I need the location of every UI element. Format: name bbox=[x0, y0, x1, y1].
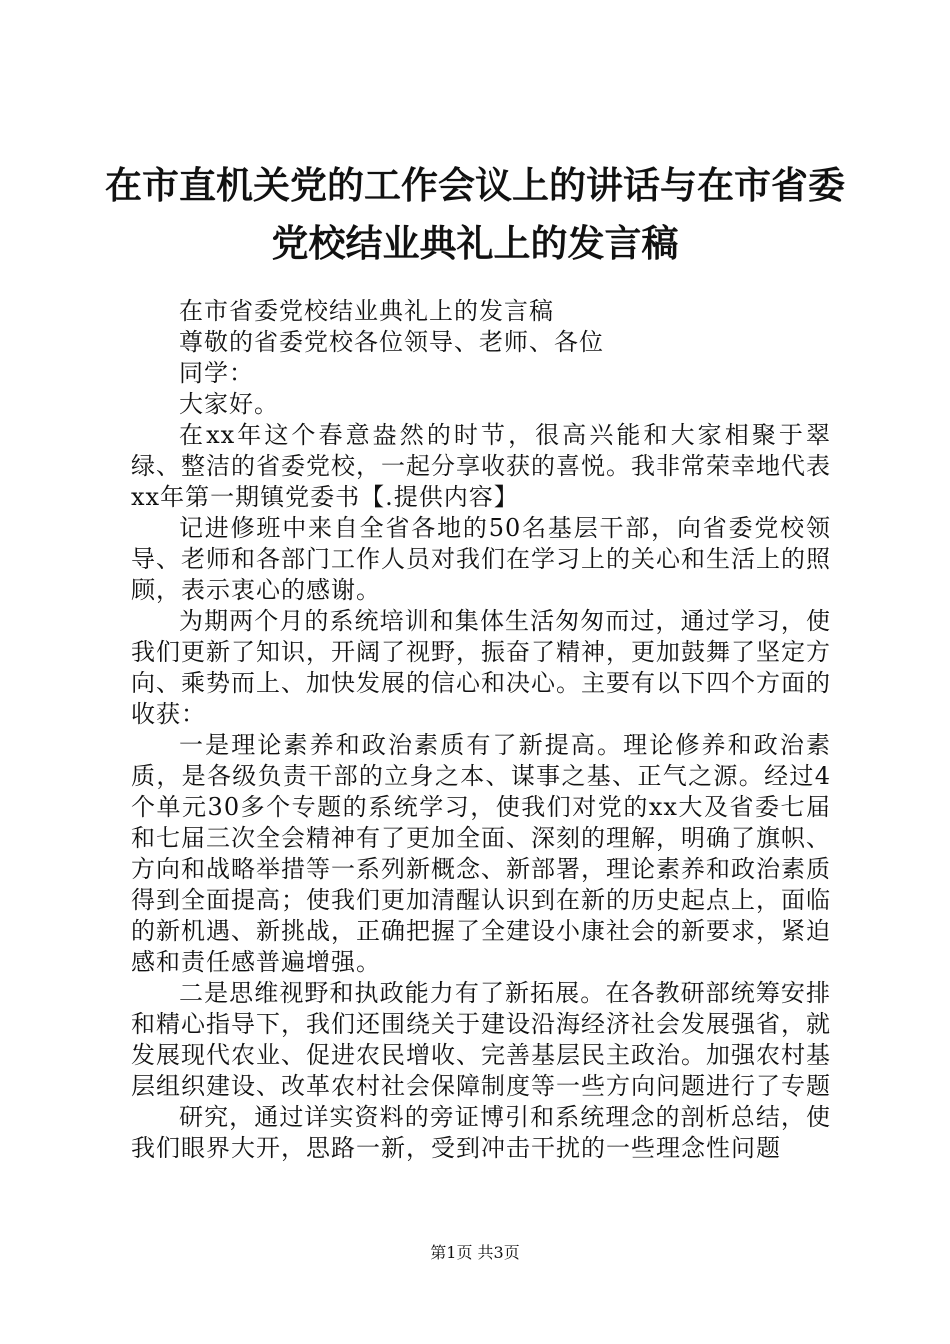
paragraph-salutation-cont: 同学： bbox=[179, 359, 254, 387]
page-footer: 第1页 共3页 bbox=[430, 1243, 520, 1262]
document-body bbox=[131, 296, 831, 1164]
paragraph-body: 一是理论素养和政治素质有了新提高。理论修养和政治素质，是各级负责干部的立身之本、谋事之基、正气之源。经过4个单元30多个专题的系统学习，使我们对党的xx大及省委七届和七届三次全会精神有了更加全面、深刻的理解，明确了旗帜、方向和战略举措等一系列新概念、新部署，理论素养和政治素质得到全面提高；使我们更加清醒认识到在新的历史起点上，面临的新机遇、新挑战，正确把握了全建设小康社会的新要求，紧迫感和责任感普遍增强。 bbox=[131, 731, 831, 976]
paragraph-body: 记进修班中来自全省各地的50名基层干部，向省委党校领导、老师和各部门工作人员对我们在学习上的关心和生活上的照顾，表示衷心的感谢。 bbox=[131, 514, 831, 604]
paragraph-salutation: 尊敬的省委党校各位领导、老师、各位 bbox=[179, 328, 604, 356]
paragraph-greeting: 大家好。 bbox=[179, 390, 279, 418]
paragraph-speech-title: 在市省委党校结业典礼上的发言稿 bbox=[179, 297, 554, 325]
paragraph-body: 研究，通过详实资料的旁证博引和系统理念的剖析总结，使我们眼界大开，思路一新，受到冲击干扰的一些理念性问题 bbox=[131, 1103, 831, 1162]
document-title-line-1: 在市直机关党的工作会议上的讲话与在市省委 bbox=[105, 163, 845, 207]
paragraph-body: 为期两个月的系统培训和集体生活匆匆而过，通过学习，使我们更新了知识，开阔了视野，振奋了精神，更加鼓舞了坚定方向、乘势而上、加快发展的信心和决心。主要有以下四个方面的收获： bbox=[131, 607, 831, 728]
document-title-line-2: 党校结业典礼上的发言稿 bbox=[271, 221, 679, 265]
paragraph-body: 二是思维视野和执政能力有了新拓展。在各教研部统筹安排和精心指导下，我们还围绕关于建设沿海经济社会发展强省，就发展现代农业、促进农民增收、完善基层民主政治。加强农村基层组织建设、改革农村社会保障制度等一些方向问题进行了专题 bbox=[131, 979, 831, 1100]
paragraph-body: 在xx年这个春意盎然的时节，很高兴能和大家相聚于翠绿、整洁的省委党校，一起分享收获的喜悦。我非常荣幸地代表xx年第一期镇党委书【.提供内容】 bbox=[131, 421, 831, 511]
